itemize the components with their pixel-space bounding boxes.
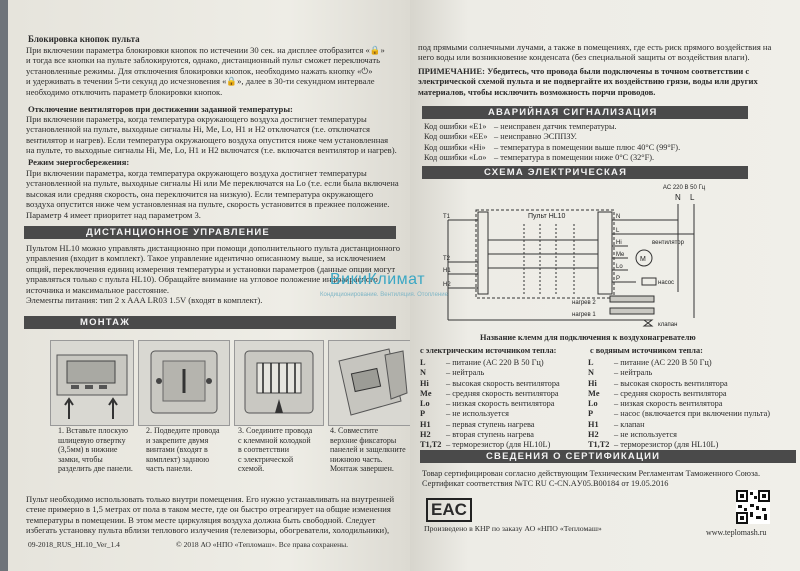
term-row xyxy=(588,368,770,378)
step-2 xyxy=(146,426,228,490)
lock-text-line-3: установленные режимы. Для отключения блокировки кнопок, необходимо нажать кнопку «⏻» xyxy=(26,65,373,76)
col1-title: с электрическим источником тепла: xyxy=(420,346,557,355)
energy-text-line-2: установленной на пульте, выходные сигналы Hi или Me переключатся на Lo (т.е. если была включена xyxy=(26,178,399,189)
left-terminal-h1: H1 xyxy=(443,268,451,274)
term-row xyxy=(420,379,560,389)
copyright: © 2018 АО «НПО «Тепломаш». Все права сохранены. xyxy=(176,540,349,549)
step-3-line-5: схемой. xyxy=(238,464,265,474)
step2-image xyxy=(138,340,230,426)
alarm-code: Код ошибки «Lo» xyxy=(424,153,487,163)
energy-text-line-1: При включении параметра, когда температура окружающего воздуха достигнет температуры xyxy=(26,168,367,178)
alarm-code: Код ошибки «EE» xyxy=(424,132,488,142)
term-desc: – нейтраль xyxy=(614,368,653,378)
term-desc: – питание (АС 220 В 50 Гц) xyxy=(614,358,712,367)
mount-note-line-1: Пульт необходимо использовать только внутри помещения. Его нужно устанавливать на внутренней xyxy=(26,494,395,504)
electric-terms-list xyxy=(420,358,560,451)
step-4-line-3: панелей и защелкните xyxy=(330,445,406,455)
term-code: P xyxy=(420,409,426,419)
term-code: H1 xyxy=(420,419,431,429)
fan-off-text xyxy=(26,114,397,156)
step-2-line-2: и закрепите двумя xyxy=(146,435,209,445)
step-4-line-4: нижнюю часть. xyxy=(330,454,383,464)
lock-text-line-4: и удерживать в течении 5-ти секунд до исчезновения «🔒», далее в 30-ти секундном интервале xyxy=(26,76,375,87)
step-2-line-1: 2. Подведите провода xyxy=(146,426,220,435)
electrical-schematic xyxy=(444,180,704,330)
term-row xyxy=(420,420,560,430)
term-desc: – клапан xyxy=(614,419,645,429)
cert-header: СВЕДЕНИЯ О СЕРТИФИКАЦИИ xyxy=(420,450,796,463)
term-code: T1,T2 xyxy=(420,440,442,450)
made-in: Произведено в КНР по заказу АО «НПО «Тепломаш» xyxy=(424,524,602,533)
step4-image xyxy=(328,340,412,426)
alarm-header: АВАРИЙНАЯ СИГНАЛИЗАЦИЯ xyxy=(422,106,748,119)
qr-code-icon xyxy=(736,490,770,524)
note-label: ПРИМЕЧАНИЕ: xyxy=(418,66,485,76)
pump-label: насос xyxy=(658,280,675,286)
lock-text-line-5: необходимо отключить параметр блокировки кнопок. xyxy=(26,86,223,97)
watermark-logo: ВикиКлимат xyxy=(330,271,426,288)
right-terminal-hi: Hi xyxy=(616,240,622,246)
step-1-line-1: 1. Вставьте плоскую xyxy=(58,426,128,435)
term-row xyxy=(420,358,560,368)
term-code: T1,T2 xyxy=(588,440,610,450)
fan-off-heading: Отключение вентиляторов при достижении заданной температуры: xyxy=(28,104,293,114)
term-desc: – терморезистор (для HL10L) xyxy=(446,440,551,450)
mount-note-line-2: стене примерно в 1,5 метрах от пола в таком месте, где он быстро отреагирует на общие изменения xyxy=(26,504,391,515)
fan-off-text-line-2: установленной на пульте, выходные сигналы Hi, Me, Lo, H1 и H2 отключатся (т.е. отключатся xyxy=(26,124,370,135)
term-desc: – низкая скорость вентилятора xyxy=(446,399,555,409)
remote-header: ДИСТАНЦИОННОЕ УПРАВЛЕНИЕ xyxy=(24,226,396,239)
term-code: N xyxy=(588,368,594,378)
step-2-line-5: часть панели. xyxy=(146,464,193,474)
mount-note-line-3: температуры в помещении. В этом месте циркуляция воздуха должна быть свободной. Следует xyxy=(26,514,376,525)
step-3-line-4: с электрической xyxy=(238,454,294,464)
right-terminal-n: N xyxy=(616,214,621,220)
scheme-l: L xyxy=(690,193,695,202)
power-label: AC 220 В 50 Гц xyxy=(662,185,706,191)
alarm-item xyxy=(424,143,680,153)
mount-note xyxy=(26,494,394,536)
energy-text-line-5: Параметр 4 имеет приоритет над параметром 3. xyxy=(26,209,201,220)
step-1-line-5: разделить две панели. xyxy=(58,464,133,474)
heat2-label: нагрев 2 xyxy=(572,300,596,306)
term-code: H1 xyxy=(588,419,599,429)
lock-text xyxy=(26,45,385,97)
step-4-line-2: верхние фиксаторы xyxy=(330,435,397,445)
term-code: L xyxy=(420,358,426,367)
term-row xyxy=(420,430,560,440)
left-terminal-t1: T1 xyxy=(443,214,451,220)
term-desc: – питание (АС 220 В 50 Гц) xyxy=(446,358,544,367)
term-desc: – вторая ступень нагрева xyxy=(446,430,534,440)
term-desc: – низкая скорость вентилятора xyxy=(614,399,723,409)
term-row xyxy=(420,409,560,419)
terms-title: Название клемм для подключения к воздухонагревателю xyxy=(480,333,696,342)
term-row xyxy=(588,389,770,399)
sunlight-text xyxy=(418,42,771,63)
eac-mark: EAC xyxy=(426,498,472,522)
term-code: Me xyxy=(588,388,600,398)
energy-text-line-3: высокая или средняя скорость, она переключится на низкую). Если температура окружающего xyxy=(26,188,374,199)
term-desc: – насос (включается при включении пульта) xyxy=(614,409,771,419)
note-block xyxy=(418,66,758,97)
term-row xyxy=(420,389,560,399)
remote-text-line-6: Элементы питания: тип 2 x AAA LR03 1.5V (входят в комплект). xyxy=(26,295,263,306)
svg-text:M: M xyxy=(640,256,646,263)
term-code: Lo xyxy=(588,399,598,409)
term-desc: – не используется xyxy=(614,430,677,440)
term-row xyxy=(588,358,770,368)
term-code: L xyxy=(588,358,594,367)
energy-text xyxy=(26,168,399,220)
watermark-tagline: Кондиционирование. Вентиляция. Отопление xyxy=(320,292,448,298)
energy-heading: Режим энергосбережения: xyxy=(28,157,130,167)
step-3-line-2: с клеммной колодкой xyxy=(238,435,311,445)
left-terminal-t2: T2 xyxy=(443,256,451,262)
term-desc: – терморезистор (для HL10L) xyxy=(614,440,719,450)
alarm-text: – температура в помещении ниже 0°C (32°F). xyxy=(494,153,655,163)
remote-text-line-5: источника и максимальное расстояние. xyxy=(26,284,170,295)
note-line-1: Убедитесь, что провода были подключены в точном соответствии с xyxy=(484,66,750,76)
term-code: Hi xyxy=(420,378,429,388)
term-desc: – средняя скорость вентилятора xyxy=(614,388,727,398)
alarm-text: – неисправен датчик температуры. xyxy=(494,122,617,131)
fan-label: вентилятор xyxy=(652,240,684,246)
alarm-text: – температура в помещении выше плюс 40°C (99°F). xyxy=(494,142,681,152)
alarm-item xyxy=(424,122,680,132)
step-3-line-3: в соответствии xyxy=(238,445,289,455)
fan-off-text-line-4: на пульте, то выходные сигналы Hi, Me, Lo, H1 и H2 включатся (т.е. включатся вентилятор и нагрев). xyxy=(26,145,397,156)
term-desc: – не используется xyxy=(446,409,509,419)
right-terminal-me: Me xyxy=(616,252,625,258)
step-4 xyxy=(330,426,412,490)
term-desc: – высокая скорость вентилятора xyxy=(614,378,728,388)
fan-off-text-line-3: вентилятор и нагрев). Если температура окружающего воздуха опустится ниже чем установленная xyxy=(26,134,389,145)
alarm-item xyxy=(424,153,680,163)
lock-text-line-2: и тогда все кнопки на пульте заблокируются, однако, дистанционный пульт сможет переключать xyxy=(26,55,381,66)
right-terminal-lo: Lo xyxy=(616,264,623,270)
right-terminal-p: P xyxy=(616,276,621,282)
term-row xyxy=(588,399,770,409)
remote-text-line-4: управляться только с пульта HL10). Обращайте внимание на угловое положение инфракрасного xyxy=(26,274,378,285)
term-row xyxy=(420,368,560,378)
doc-version: 09-2018_RUS_HL10_Ver_1.4 xyxy=(28,540,120,549)
alarm-code: Код ошибки «E1» xyxy=(424,122,487,131)
lock-text-line-1: При включении параметра блокировки кнопок по истечении 30 сек. на дисплее отобразится «🔒» xyxy=(26,45,385,55)
note-line-3: материалов, чтобы исключить возможность порчи проводов. xyxy=(418,86,656,97)
term-code: Hi xyxy=(588,378,597,388)
alarm-list xyxy=(424,122,680,164)
term-code: N xyxy=(420,368,426,378)
heat1-label: нагрев 1 xyxy=(572,312,596,318)
step3-image xyxy=(234,340,324,426)
term-desc: – высокая скорость вентилятора xyxy=(446,378,560,388)
remote-text-line-1: Пультом HL10 можно управлять дистанционно при помощи дополнительного пульта дистанционного xyxy=(26,243,401,253)
cert-text xyxy=(422,469,760,490)
step-1-line-4: замки, чтобы xyxy=(58,454,103,464)
term-code: H2 xyxy=(420,430,431,440)
right-page xyxy=(410,0,800,571)
alarm-text: – неисправно ЭСППЗУ. xyxy=(494,132,577,142)
website: www.teplomash.ru xyxy=(706,528,767,537)
scheme-header: СХЕМА ЭЛЕКТРИЧЕСКАЯ xyxy=(422,166,748,179)
right-terminal-l: L xyxy=(616,228,620,234)
term-row xyxy=(420,399,560,409)
step-1-line-2: шлицевую отвертку xyxy=(58,435,126,445)
term-code: Lo xyxy=(420,399,430,409)
step-4-line-1: 4. Совместите xyxy=(330,426,379,435)
cert-text-line-2: Сертификат соответствия №ТС RU C-CN.AУ05.В00184 от 19.05.2016 xyxy=(422,479,669,489)
step1-image xyxy=(50,340,134,426)
alarm-code: Код ошибки «Hi» xyxy=(424,142,486,152)
water-terms-list xyxy=(588,358,770,451)
mount-header: МОНТАЖ xyxy=(24,316,396,329)
left-terminal-h2: H2 xyxy=(443,282,451,288)
step-3-line-1: 3. Соедините провода xyxy=(238,426,313,435)
remote-text-line-3: опций, переключения единиц измерения температуры и установки параметров (данные опции могут xyxy=(26,263,396,274)
energy-text-line-4: воздуха опустится ниже чем установленная на пульте, скорость установится в прежнее положение. xyxy=(26,199,390,210)
step-1 xyxy=(58,426,140,490)
term-row xyxy=(588,430,770,440)
fan-off-text-line-1: При включении параметра, когда температура окружающего воздуха достигнет температуры xyxy=(26,114,367,124)
step-2-line-4: комплект) заднюю xyxy=(146,454,210,464)
sunlight-text-line-1: под прямыми солнечными лучами, а также в помещениях, где есть риск прямого воздействия на xyxy=(418,42,772,52)
step-4-line-5: Монтаж завершен. xyxy=(330,464,394,474)
sunlight-text-line-2: него воды или возникновение конденсата (без специальной защиты от воздействия влаги). xyxy=(418,52,750,63)
term-row xyxy=(588,420,770,430)
step-3 xyxy=(238,426,320,490)
term-desc: – первая ступень нагрева xyxy=(446,419,535,429)
cert-text-line-1: Товар сертифицирован согласно действующим Техническим Регламентам Таможенного Союза. xyxy=(422,469,761,478)
term-code: P xyxy=(588,409,594,419)
term-code: Me xyxy=(420,388,432,398)
mount-note-line-4: избегать установку пульта вблизи теплового излучения (телевизоры, обогреватели, холодильники), xyxy=(26,525,390,536)
term-code: H2 xyxy=(588,430,599,440)
alarm-item xyxy=(424,132,680,142)
term-desc: – нейтраль xyxy=(446,368,485,378)
col2-title: с водяным источником тепла: xyxy=(590,346,703,355)
step-2-line-3: винтами (входят в xyxy=(146,445,208,455)
valve-label: клапан xyxy=(658,322,678,328)
lock-heading: Блокировка кнопок пульта xyxy=(28,34,140,44)
term-desc: – средняя скорость вентилятора xyxy=(446,388,559,398)
scheme-n: N xyxy=(675,193,681,202)
term-row xyxy=(588,379,770,389)
step-1-line-3: (3,5мм) в нижние xyxy=(58,445,118,455)
term-row xyxy=(588,409,770,419)
remote-text-line-2: управления (входит в комплект). Такое управление идентично описанному выше, за исключением xyxy=(26,253,386,264)
remote-label: Пульт HL10 xyxy=(528,213,566,220)
note-line-2: электрической схемой пульта и не подвергайте их воздействию грязи, воды или других xyxy=(418,76,758,87)
